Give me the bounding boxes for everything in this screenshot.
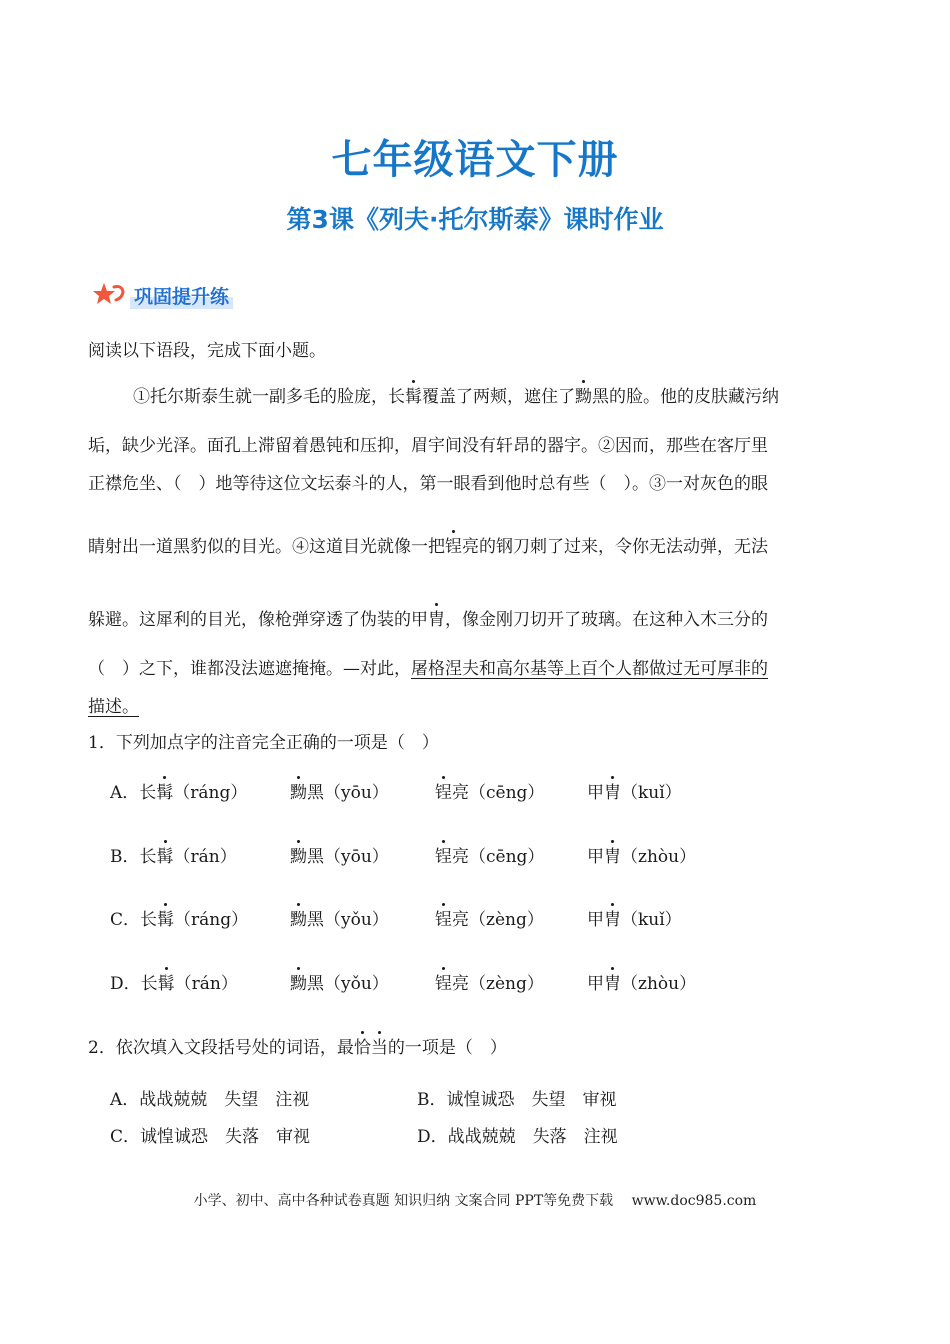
passage-line: [88, 695, 139, 719]
underlined-text: 屠格涅夫和高尔基等上百个人都做过无可厚非的: [411, 659, 768, 679]
passage-line: 正襟危坐、（ ）地等待这位文坛泰斗的人，第一眼看到他时总有些（ ）。③一对灰色的眼: [88, 474, 768, 494]
passage-line: ①托尔斯泰生就一副多毛的脸庞，长髯覆盖了两颊，遮住了黝黑的脸。他的皮肤藏污纳: [133, 387, 779, 407]
passage-line: 躲避。这犀利的目光，像枪弹穿透了伪装的甲胄，像金刚刀切开了玻璃。在这种入木三分的: [88, 610, 768, 630]
q2-option-c: C．诚惶诚恐 失落 审视: [110, 1127, 311, 1147]
section-label: 巩固提升练: [130, 282, 233, 309]
passage-line: （ ）之下，谁都没法遮遮掩掩。—对此，屠格涅夫和高尔基等上百个人都做过无可厚非的: [88, 659, 768, 679]
footer-text: 小学、初中、高中各种试卷真题 知识归纳 文案合同 PPT等免费下载 www.doc985.com: [193, 1193, 757, 1209]
section-header: [92, 280, 233, 310]
q2-option-b: B．诚惶诚恐 失望 审视: [417, 1090, 617, 1110]
q2-option-d: D．战战兢兢 失落 注视: [417, 1127, 618, 1147]
q1-option-a: A．长髯（ráng） 黝黑（yōu） 锃亮（cēng） 甲胄（kuǐ）: [110, 783, 682, 803]
passage-line: 垢，缺少光泽。面孔上滞留着愚钝和压抑，眉宇间没有轩昂的器宇。②因而，那些在客厅里: [88, 436, 768, 456]
underlined-text: 描述。: [88, 697, 139, 717]
q1-option-c: C．长髯（ráng） 黝黑（yǒu） 锃亮（zèng） 甲胄（kuǐ）: [110, 910, 682, 930]
question-2-stem: 2．依次填入文段括号处的词语，最恰当的一项是（ ）: [88, 1038, 507, 1058]
question-1-stem: 1．下列加点字的注音完全正确的一项是（ ）: [88, 733, 439, 753]
page-title: 七年级语文下册: [331, 137, 619, 183]
star-icon: [92, 281, 126, 309]
q1-option-b: B．长髯（rán） 黝黑（yōu） 锃亮（cēng） 甲胄（zhòu）: [110, 847, 697, 867]
q2-option-a: A．战战兢兢 失望 注视: [110, 1090, 310, 1110]
instruction: 阅读以下语段，完成下面小题。: [88, 341, 326, 361]
passage-line: 睛射出一道黑豹似的目光。④这道目光就像一把锃亮的钢刀刺了过来，令你无法动弹，无法: [88, 537, 768, 557]
page-subtitle: 第3课《列夫·托尔斯泰》课时作业: [286, 205, 664, 234]
q1-option-d: D．长髯（rán） 黝黑（yǒu） 锃亮（zèng） 甲胄（zhòu）: [110, 974, 697, 994]
